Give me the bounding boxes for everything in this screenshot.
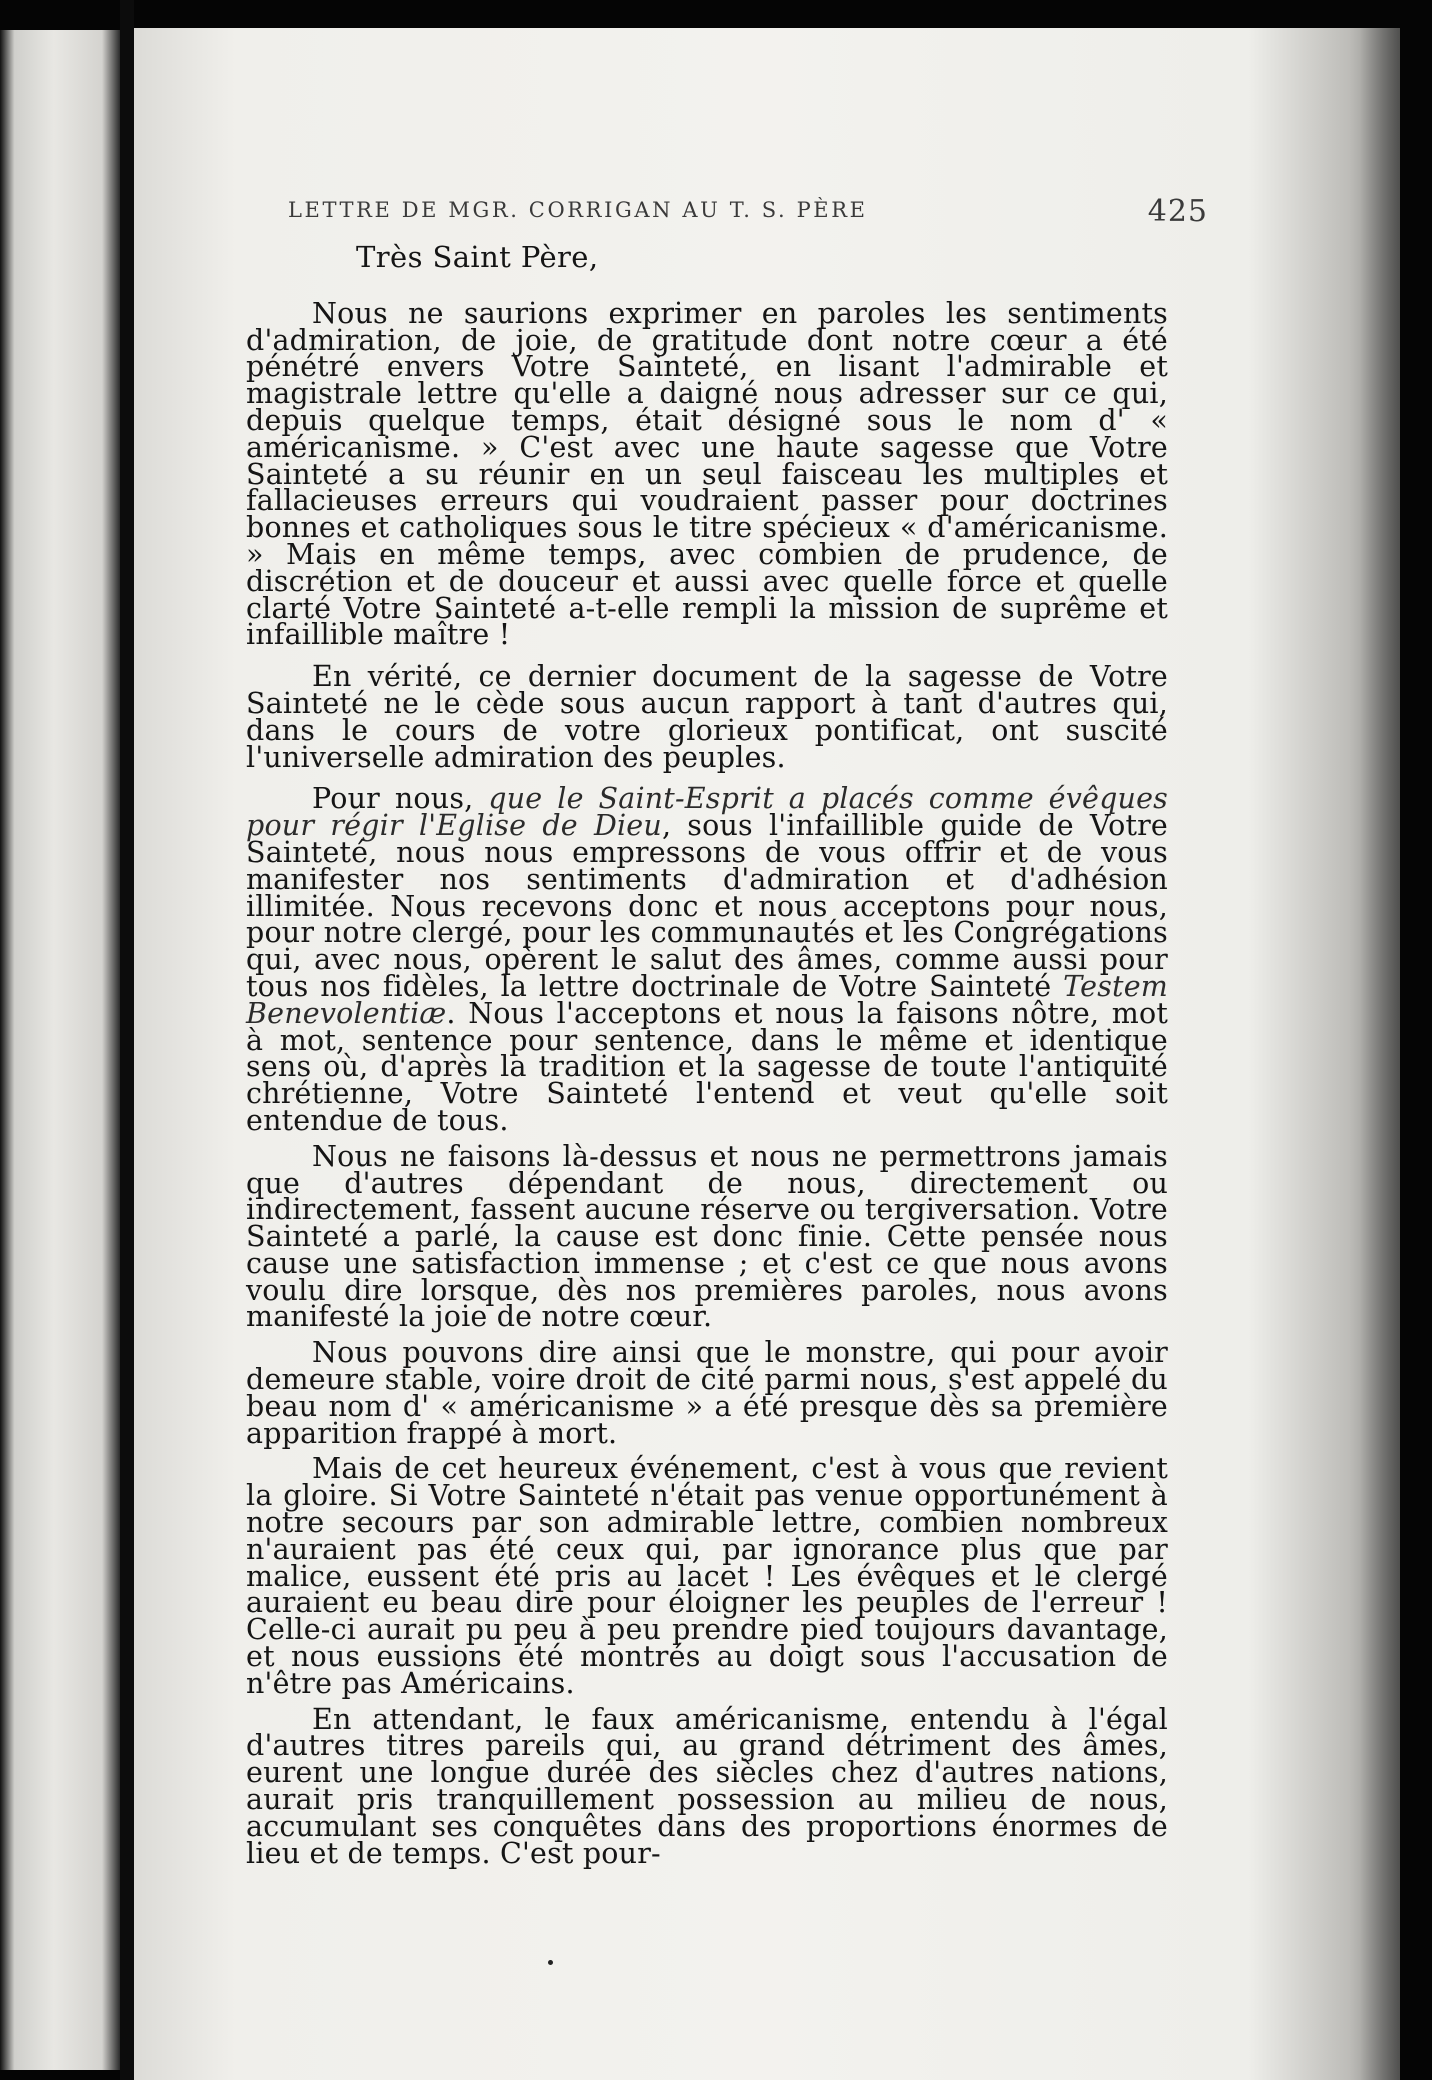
paragraph-2: En vérité, ce dernier document de la sagesse de Votre Sainteté ne le cède sous aucun rapport à tant d'autres qui, dans le cours de votre glorieux pontificat, ont suscité l'universelle admiration des peuples. [246,660,1168,774]
encyclical-title: Testem Benevolentiæ [246,969,1168,1030]
paragraph-3-start: Pour nous, [312,782,489,816]
paragraph-6: Mais de cet heureux événement, c'est à vous que revient la gloire. Si Votre Sainteté n'était pas venue opportunément à notre secours par son admirable lettre, combien nombreux n'auraient pas été ceux qui, par ignorance plus que par malice, eussent été pris au lacet ! Les évêques et le clergé auraient eu beau dire pour éloigner les peuples de l'erreur ! Celle-ci aurait pu peu à peu prendre pied toujours davantage, et nous eussions été montrés au doigt sous l'accusation de n'être pas Américains. [246,1452,1168,1700]
paragraph-3 [246,782,1168,1137]
running-head [288,194,1208,234]
paragraph-1: Nous ne saurions exprimer en paroles les sentiments d'admiration, de joie, de gratitude dont notre cœur a été pénétré envers Votre Sainteté, en lisant l'admirable et magistrale lettre qu'elle a daigné nous adresser sur ce qui, depuis quelque temps, était désigné sous le nom d' « américanisme. » C'est avec une haute sagesse que Votre Sainteté a su réunir en un seul faisceau les multiples et fallacieuses erreurs qui voudraient passer pour doctrines bonnes et catholiques sous le titre spécieux « d'américanisme. » Mais en même temps, avec combien de prudence, de discrétion et de douceur et aussi avec quelle force et quelle clarté Votre Sainteté a-t-elle rempli la mission de suprême et infaillible maître ! [246,296,1168,652]
paragraph-7: En attendant, le faux américanisme, entendu à l'égal d'autres titres pareils qui, au grand détriment des âmes, eurent une longue durée des siècles chez d'autres nations, aurait pris tranquillement possession au milieu de nous, accumulant ses conquêtes dans des proportions énormes de lieu et de temps. C'est pour- [246,1702,1168,1870]
salutation: Très Saint Père, [356,240,599,274]
previous-page-edge [0,30,120,2070]
paragraph-4: Nous ne faisons là-dessus et nous ne permettrons jamais que d'autres dépendant de nous, directement ou indirectement, fassent aucune réserve ou tergiversation. Votre Sainteté a parlé, la cause est donc finie. Cette pensée nous cause une satisfaction immense ; et c'est ce que nous avons voulu dire lorsque, dès nos premières paroles, nous avons manifesté la joie de notre cœur. [246,1139,1168,1334]
running-title: LETTRE DE MGR. CORRIGAN AU T. S. PÈRE [288,198,868,222]
paragraph-3-middle: , sous l'infaillible guide de Votre Sainteté, nous nous empressons de vous offrir et de vous manifester nos sentiments d'admiration et d'adhésion illimitée. Nous recevons donc et nous acceptons pour nous, pour notre clergé, pour les communautés et les Congrégations qui, avec nous, opèrent le salut des âmes, comme aussi pour tous nos fidèles, la lettre doctrinale de Votre Sainteté [246,809,1168,1003]
ink-speck [548,1960,553,1965]
letter-body [246,240,1168,1876]
book-gutter [120,0,134,2080]
scripture-quote: que le Saint-Esprit a placés comme évêques pour régir l'Eglise de Dieu [246,782,1168,843]
paragraph-3-end: . Nous l'acceptons et nous la faisons nôtre, mot à mot, sentence pour sentence, dans le même et identique sens où, d'après la tradition et la sagesse de toute l'antiquité chrétienne, Votre Sainteté l'entend et veut qu'elle soit entendue de tous. [246,996,1168,1137]
page-edge-shadow [1360,28,1400,2080]
paragraph-5: Nous pouvons dire ainsi que le monstre, qui pour avoir demeure stable, voire droit de cité parmi nous, s'est appelé du beau nom d' « américanisme » a été presque dès sa première apparition frappé à mort. [246,1336,1168,1450]
page-number: 425 [1147,194,1208,229]
